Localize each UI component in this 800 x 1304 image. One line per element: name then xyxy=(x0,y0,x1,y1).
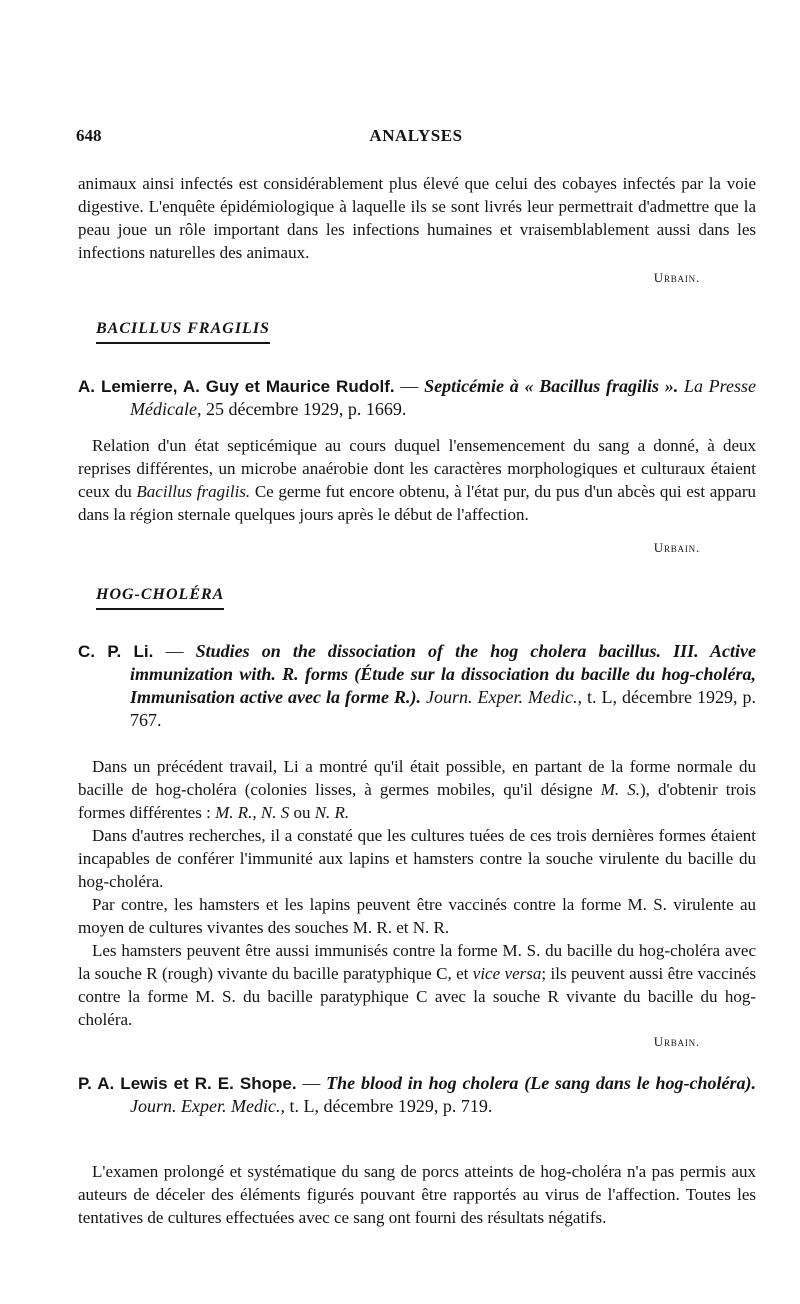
abstract-paragraph: Par contre, les hamsters et les lapins peuvent être vaccinés contre la forme M. S. virulente au moyen de cultures vivantes des souches M. R. et N. R. xyxy=(78,895,756,937)
abstract-bacillus-fragilis xyxy=(78,434,756,526)
section-heading-bacillus-fragilis: BACILLUS FRAGILIS xyxy=(96,320,270,344)
reference-details: t. L, décembre 1929, p. 767. xyxy=(130,687,757,730)
reference-journal: Journ. Exper. Medic., xyxy=(426,687,583,707)
intro-signature: Urbain. xyxy=(653,270,700,285)
reference-authors: A. Lemierre, A. Guy et Maurice Rudolf. xyxy=(78,377,395,396)
reference-journal: Journ. Exper. Medic., xyxy=(130,1096,285,1116)
reference-title: The blood in hog cholera (Le sang dans le hog-choléra). xyxy=(326,1073,756,1093)
reference-title: Studies on the dissociation of the hog cholera bacillus. III. Active immunization with. R. forms (Étude sur la dissociation du bacille du hog-choléra, Immunisation active avec la forme R.). xyxy=(130,641,757,707)
reference-title: Septicémie à « Bacillus fragilis ». xyxy=(424,376,679,396)
abstract-text-2: Ce germe fut encore obtenu, à l'état pur, du pus d'un abcès qui est apparu dans la région sternale quelques jours après le début de l'affection. xyxy=(78,482,757,524)
abstract-text-1: Relation d'un état septicémique au cours duquel l'ensemencement du sang a donné, à deux reprises différentes, un microbe anaérobie dont les caractères morphologiques et culturaux étaient ceux du xyxy=(78,436,756,501)
reference-dash: — xyxy=(153,641,196,661)
reference-dash: — xyxy=(394,376,425,396)
paragraph-text: ; ils peuvent aussi être vaccinés contre la forme M. S. du bacille paratyphique C avec la souche R vivante du bacille du hog-choléra. xyxy=(78,964,756,1029)
abstract-hog-cholera-li xyxy=(78,755,756,1031)
page-number: 648 xyxy=(76,126,102,145)
section-2-signature: Urbain. xyxy=(653,1034,700,1049)
reference-authors: C. P. Li. xyxy=(78,642,154,661)
reference-lemierre xyxy=(78,375,756,421)
reference-authors: P. A. Lewis et R. E. Shope. xyxy=(78,1074,297,1093)
reference-details: t. L, décembre 1929, p. 719. xyxy=(284,1096,493,1116)
abstract-species-name: Bacillus fragilis. xyxy=(136,482,251,501)
strain-name: N. R. xyxy=(314,803,350,822)
reference-lewis-shope xyxy=(78,1072,756,1118)
strain-name: M. S. xyxy=(600,780,640,799)
paragraph-text: Dans un précédent travail, Li a montré qu'il était possible, en partant de la forme normale du bacille de hog-choléra (colonies lisses, à germes mobiles, qu'il désigne xyxy=(78,757,756,799)
intro-paragraph: animaux ainsi infectés est considérablement plus élevé que celui des cobayes infectés par la voie digestive. L'enquête épidémiologique à laquelle ils se sont livrés leur permettrait d'admettre que la peau joue un rôle important dans les infections humaines et vraisemblablement aussi dans les infections naturelles des animaux. xyxy=(78,174,756,262)
abstract-paragraph xyxy=(78,755,756,824)
paragraph-text: ou xyxy=(289,803,315,822)
running-head: ANALYSES xyxy=(369,126,463,145)
abstract-lewis-shope: L'examen prolongé et systématique du sang de porcs atteints de hog-choléra n'a pas permis aux auteurs de déceler des éléments figurés pouvant être rapportés au virus de l'affection. Toutes les tentatives de cultures effectuées avec ce sang ont fourni des résultats négatifs. xyxy=(78,1162,756,1227)
strain-name: M. R., N. S xyxy=(215,803,290,822)
reference-dash: — xyxy=(296,1073,327,1093)
paragraph-text: ), d'obtenir trois formes différentes : xyxy=(78,780,756,822)
page-header xyxy=(76,126,756,152)
section-1-signature: Urbain. xyxy=(653,540,700,555)
reference-journal: La Presse Médicale, xyxy=(130,376,756,419)
abstract-paragraph xyxy=(78,939,756,1031)
section-heading-hog-cholera: HOG-CHOLÉRA xyxy=(96,586,224,610)
latin-phrase: vice versa xyxy=(472,964,542,983)
abstract-paragraph: Dans d'autres recherches, il a constaté que les cultures tuées de ces trois dernières formes étaient incapables de conférer l'immunité aux lapins et hamsters contre la souche virulente du bacille du hog-choléra. xyxy=(78,826,756,891)
reference-li xyxy=(78,640,756,732)
paragraph-text: Les hamsters peuvent être aussi immunisés contre la forme M. S. du bacille du hog-choléra avec la souche R (rough) vivante du bacille paratyphique C, et xyxy=(78,941,756,983)
reference-details: 25 décembre 1929, p. 1669. xyxy=(201,399,407,419)
